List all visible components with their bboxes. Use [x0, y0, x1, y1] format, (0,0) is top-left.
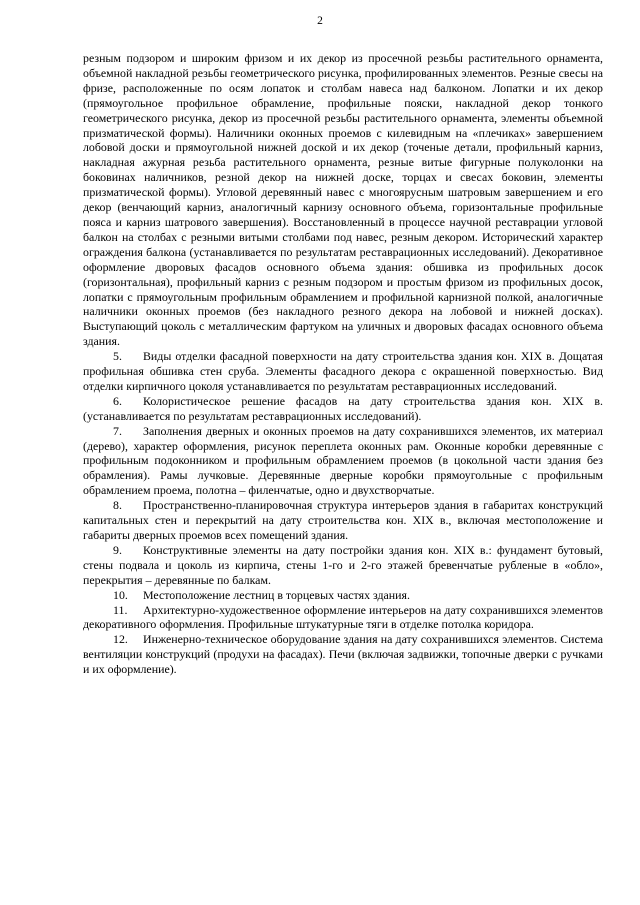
item-text: Местоположение лестниц в торцевых частях здания.	[143, 587, 410, 602]
list-item-6	[83, 394, 603, 424]
list-item-12	[83, 632, 603, 677]
list-item-5	[83, 349, 603, 394]
document-body	[83, 51, 603, 677]
item-text: Конструктивные элементы на дату постройки здания кон. XIX в.: фундамент бутовый, стены подвала и цоколь из кирпича, стены 1-го и 2-го этажей бревенчатые рубленые в «обло», перекрытия – деревянные по балкам.	[83, 542, 603, 587]
list-item-9	[83, 543, 603, 588]
item-number: 11.	[113, 602, 128, 617]
item-text: Архитектурно-художественное оформление интерьеров на дату сохранившихся элементов декоративного оформления. Профильные штукатурные тяги в отделке потолка коридора.	[83, 602, 603, 632]
list-item-11	[83, 603, 603, 633]
item-number: 10.	[113, 587, 128, 602]
item-number: 5.	[113, 349, 122, 364]
list-item-8	[83, 498, 603, 543]
item-number: 9.	[113, 542, 122, 557]
intro-paragraph: резным подзором и широким фризом и их декор из просечной резьбы растительного орнамента, объемной накладной резьбы геометрического рисунка, профилированных элементов. Резные свесы на фризе, расположенные по осям лопаток и столбам навеса над балконом. Лопатки и их декор (прямоугольное профильное обрамление, профильные пояски, накладной декор тонкого геометрического рисунка, декор из просечной резьбы растительного орнамента, элементы объемной призматической формы). Наличники оконных проемов с килевидным на «плечиках» завершением лобовой доски и прямоугольной нижней доской и их декор (точеные детали, профильный карниз, накладная ажурная резьба растительного орнамента, резные витые фигурные полуколонки на боковинах наличников, резной декор на нижней доске, торцах и свесах боковин, элементы призматической формы). Угловой деревянный навес с многоярусным шатровым завершением и его декор (венчающий карниз, аналогичный карнизу основного объема, горизонтальные профильные пояса и карниз шатрового завершения). Восстановленный в процессе научной реставрации угловой балкон на столбах с резными витыми столбами под навес, резным декором. Исторический характер ограждения балкона (устанавливается по результатам реставрационных исследований). Декоративное оформление дворовых фасадов основного объема здания: обшивка из профильных досок (горизонтальная), профильный карниз с резным подзором и простым фризом из профильных досок, лопатки с прямоугольным профильным обрамлением и профильной карнизной полкой, аналогичные наличники оконных проемов (без накладного резного декора на лобовой и нижней досках). Выступающий цоколь с металлическим фартуком на уличных и дворовых фасадах основного объема здания.	[83, 51, 603, 349]
item-number: 8.	[113, 498, 122, 513]
item-number: 6.	[113, 393, 122, 408]
item-text: Пространственно-планировочная структура интерьеров здания в габаритах конструкций капитальных стен и перекрытий на дату строительства кон. XIX в., включая местоположение и габариты дверных проемов всех помещений здания.	[83, 498, 603, 542]
item-number: 7.	[113, 423, 122, 438]
item-text: Виды отделки фасадной поверхности на дату строительства здания кон. XIX в. Дощатая профильная обшивка стен сруба. Элементы фасадного декора с окрашенной поверхностью. Вид отделки кирпичного цоколя устанавливается по результатам реставрационных исследований.	[83, 349, 603, 393]
item-number: 12.	[113, 632, 128, 647]
page-number: 2	[317, 15, 323, 27]
list-item-7	[83, 424, 603, 499]
item-text: Инженерно-техническое оборудование здания на дату сохранившихся элементов. Система вентиляции конструкций (продухи на фасадах). Печи (включая задвижки, топочные дверки с ручками и их оформление).	[83, 632, 603, 677]
item-text: Заполнения дверных и оконных проемов на дату сохранившихся элементов, их материал (дерево), характер оформления, рисунок переплета оконных рам. Оконные коробки деревянные с профильным подоконником и профильным обрамлением проемов (в цокольной части здания без обрамления). Рамы лучковые. Деревянные дверные коробки прямоугольные с профильным обрамлением проема, полотна – филенчатые, одно и двухстворчатые.	[83, 423, 603, 498]
item-text: Колористическое решение фасадов на дату строительства здания кон. XIX в. (устанавливается по результатам реставрационных исследований).	[83, 393, 603, 423]
list-item-10	[83, 588, 603, 603]
